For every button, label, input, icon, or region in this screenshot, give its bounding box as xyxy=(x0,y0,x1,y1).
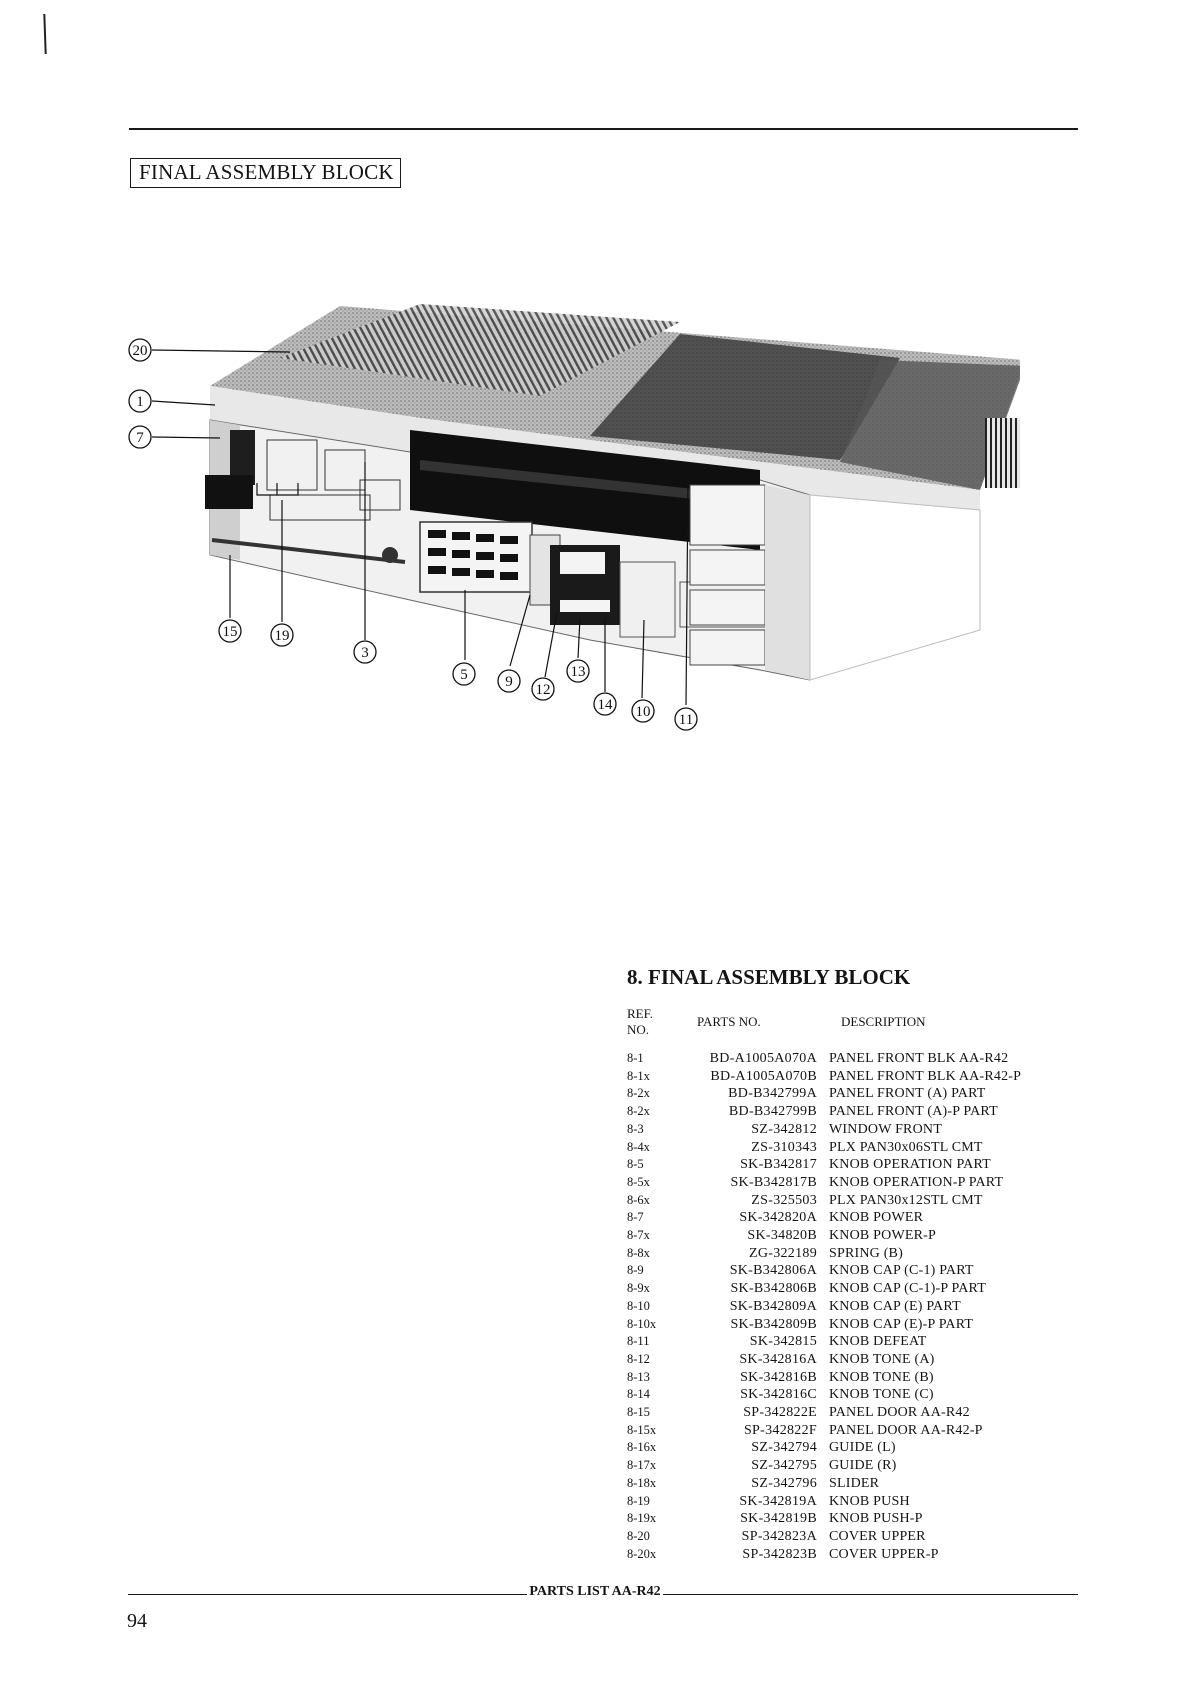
parts-no-cell: SK-B342817 xyxy=(740,1157,817,1173)
ref-no-cell: 8-12 xyxy=(627,1351,650,1366)
table-row xyxy=(627,1351,1021,1369)
parts-no-cell: SK-342816B xyxy=(740,1369,817,1385)
description-cell: KNOB PUSH-P xyxy=(829,1511,923,1527)
parts-no-cell: SZ-342812 xyxy=(751,1121,817,1137)
callout-label: 7 xyxy=(136,430,144,446)
parts-no-cell: SZ-342795 xyxy=(751,1458,817,1474)
ref-no-cell: 8-7 xyxy=(627,1210,644,1225)
parts-no-cell: SK-B342806A xyxy=(729,1263,817,1279)
table-row xyxy=(627,1439,1021,1457)
table-row xyxy=(627,1139,1021,1157)
parts-no-cell: BD-A1005A070B xyxy=(710,1068,817,1084)
header-description: DESCRIPTION xyxy=(841,1014,926,1029)
top-rule xyxy=(129,128,1078,130)
description-cell: KNOB OPERATION-P PART xyxy=(829,1174,1004,1190)
description-cell: KNOB POWER xyxy=(829,1210,924,1226)
parts-no-cell: SK-B342806B xyxy=(730,1281,817,1297)
parts-no-cell: SP-342822E xyxy=(743,1405,817,1421)
description-cell: PANEL DOOR AA-R42 xyxy=(829,1405,970,1421)
table-row xyxy=(627,1050,1021,1068)
parts-no-cell: BD-A1005A070A xyxy=(709,1051,817,1066)
description-cell: PANEL FRONT BLK AA-R42 xyxy=(829,1051,1009,1066)
parts-no-cell: SP-342823B xyxy=(742,1546,817,1562)
ref-no-cell: 8-5 xyxy=(627,1157,644,1172)
parts-no-cell: ZS-325503 xyxy=(751,1192,817,1208)
table-row xyxy=(627,1156,1021,1174)
table-row xyxy=(627,1316,1021,1334)
ref-no-cell: 8-5x xyxy=(627,1174,650,1189)
table-row xyxy=(627,1528,1021,1546)
parts-no-cell: SK-342816C xyxy=(740,1387,817,1403)
ref-no-cell: 8-20 xyxy=(627,1528,650,1543)
callout-label: 9 xyxy=(505,674,513,690)
ref-no-cell: 8-15 xyxy=(627,1405,650,1420)
callout-label: 11 xyxy=(678,712,694,728)
table-row xyxy=(627,1333,1021,1351)
parts-no-cell: SK-34820B xyxy=(747,1228,817,1244)
header-parts-no: PARTS NO. xyxy=(697,1014,761,1029)
parts-list-title: 8. FINAL ASSEMBLY BLOCK xyxy=(627,965,911,989)
parts-no-cell: SZ-342796 xyxy=(751,1475,817,1491)
ref-no-cell: 8-3 xyxy=(627,1121,644,1136)
description-cell: COVER UPPER xyxy=(829,1528,926,1544)
description-cell: KNOB TONE (B) xyxy=(829,1369,934,1385)
table-row xyxy=(627,1174,1021,1192)
parts-no-cell: SP-342823A xyxy=(741,1528,817,1544)
description-cell: KNOB TONE (A) xyxy=(829,1351,935,1367)
parts-no-cell: SK-342815 xyxy=(749,1334,817,1350)
table-row xyxy=(627,1422,1021,1440)
description-cell: PLX PAN30x12STL CMT xyxy=(829,1192,983,1208)
description-cell: WINDOW FRONT xyxy=(829,1121,942,1137)
ref-no-cell: 8-19 xyxy=(627,1493,650,1508)
table-row xyxy=(627,1475,1021,1493)
description-cell: KNOB DEFEAT xyxy=(829,1334,927,1350)
table-row xyxy=(627,1510,1021,1528)
table-row xyxy=(627,1209,1021,1227)
description-cell: KNOB CAP (C-1)-P PART xyxy=(829,1281,986,1297)
parts-table xyxy=(627,1050,1021,1563)
table-row xyxy=(627,1068,1021,1086)
ref-no-cell: 8-4x xyxy=(627,1139,650,1154)
ref-no-cell: 8-9 xyxy=(627,1263,644,1278)
description-cell: KNOB PUSH xyxy=(829,1493,910,1509)
ref-no-cell: 8-14 xyxy=(627,1387,650,1402)
section-title-box: FINAL ASSEMBLY BLOCK xyxy=(130,158,401,188)
parts-no-cell: SK-B342809B xyxy=(730,1316,817,1332)
parts-no-cell: SK-342819B xyxy=(740,1511,817,1527)
callout-label: 13 xyxy=(570,664,586,680)
ref-no-cell: 8-18x xyxy=(627,1475,657,1490)
parts-no-cell: SK-B342817B xyxy=(730,1174,817,1190)
ref-no-cell: 8-9x xyxy=(627,1281,650,1296)
table-row xyxy=(627,1103,1021,1121)
parts-no-cell: BD-B342799B xyxy=(728,1104,817,1120)
parts-no-cell: SP-342822F xyxy=(743,1422,817,1438)
table-row xyxy=(627,1404,1021,1422)
callout-label: 14 xyxy=(597,697,613,713)
callout-label: 12 xyxy=(535,682,551,698)
table-row xyxy=(627,1121,1021,1139)
parts-no-cell: SK-342819A xyxy=(739,1493,817,1509)
callout-label: 15 xyxy=(222,624,238,640)
table-row xyxy=(627,1192,1021,1210)
table-row xyxy=(627,1298,1021,1316)
table-row xyxy=(627,1245,1021,1263)
parts-no-cell: SZ-342794 xyxy=(751,1440,817,1456)
assembly-illustration xyxy=(120,300,1020,790)
header-ref-no: REF. NO. xyxy=(627,1006,654,1037)
table-row xyxy=(627,1546,1021,1564)
callout-label: 19 xyxy=(274,628,290,644)
description-cell: GUIDE (R) xyxy=(829,1458,897,1474)
ref-no-cell: 8-11 xyxy=(627,1334,650,1349)
callout-label: 5 xyxy=(460,667,468,683)
page-number: 94 xyxy=(127,1610,147,1632)
parts-no-cell: SK-B342809A xyxy=(729,1298,817,1314)
description-cell: KNOB CAP (E) PART xyxy=(829,1298,961,1314)
callout-label: 10 xyxy=(635,704,651,720)
parts-no-cell: ZG-322189 xyxy=(748,1245,817,1261)
ref-no-cell: 8-15x xyxy=(627,1422,657,1437)
description-cell: GUIDE (L) xyxy=(829,1440,896,1456)
table-row xyxy=(627,1493,1021,1511)
parts-list-header xyxy=(627,1006,1087,1046)
description-cell: KNOB CAP (C-1) PART xyxy=(829,1263,974,1279)
ref-no-cell: 8-10x xyxy=(627,1316,657,1331)
ref-no-cell: 8-1x xyxy=(627,1068,650,1083)
side-vents xyxy=(985,418,1020,488)
description-cell: KNOB OPERATION PART xyxy=(829,1157,991,1173)
parts-no-cell: BD-B342799A xyxy=(728,1086,817,1102)
parts-no-cell: SK-342820A xyxy=(739,1210,817,1226)
description-cell: SPRING (B) xyxy=(829,1245,903,1261)
description-cell: SLIDER xyxy=(829,1475,880,1491)
description-cell: PANEL DOOR AA-R42-P xyxy=(829,1422,983,1438)
ref-no-cell: 8-16x xyxy=(627,1440,657,1455)
ref-no-cell: 8-20x xyxy=(627,1546,657,1561)
ref-no-cell: 8-17x xyxy=(627,1458,657,1473)
scan-artifact xyxy=(43,14,46,54)
callout-label: 3 xyxy=(361,645,369,661)
description-cell: COVER UPPER-P xyxy=(829,1546,939,1562)
ref-no-cell: 8-10 xyxy=(627,1298,650,1313)
table-row xyxy=(627,1085,1021,1103)
footer-label: PARTS LIST AA-R42 xyxy=(529,1584,661,1599)
description-cell: KNOB CAP (E)-P PART xyxy=(829,1316,974,1332)
table-row xyxy=(627,1386,1021,1404)
ref-no-cell: 8-6x xyxy=(627,1192,650,1207)
table-row xyxy=(627,1227,1021,1245)
ref-no-cell: 8-13 xyxy=(627,1369,650,1384)
description-cell: PANEL FRONT (A) PART xyxy=(829,1086,986,1102)
ref-no-cell: 8-7x xyxy=(627,1228,650,1243)
ref-no-cell: 8-2x xyxy=(627,1104,650,1119)
table-row xyxy=(627,1280,1021,1298)
description-cell: KNOB TONE (C) xyxy=(829,1387,934,1403)
description-cell: PANEL FRONT (A)-P PART xyxy=(829,1104,998,1120)
description-cell: PANEL FRONT BLK AA-R42-P xyxy=(829,1068,1022,1084)
ref-no-cell: 8-1 xyxy=(627,1051,644,1065)
callout-label: 20 xyxy=(132,343,148,359)
callout-label: 1 xyxy=(136,394,144,410)
description-cell: KNOB POWER-P xyxy=(829,1228,937,1244)
parts-no-cell: SK-342816A xyxy=(739,1351,817,1367)
table-row xyxy=(627,1457,1021,1475)
parts-no-cell: ZS-310343 xyxy=(751,1139,817,1155)
table-row xyxy=(627,1262,1021,1280)
description-cell: PLX PAN30x06STL CMT xyxy=(829,1139,983,1155)
ref-no-cell: 8-8x xyxy=(627,1245,650,1260)
ref-no-cell: 8-2x xyxy=(627,1086,650,1101)
table-row xyxy=(627,1369,1021,1387)
ref-no-cell: 8-19x xyxy=(627,1511,657,1526)
